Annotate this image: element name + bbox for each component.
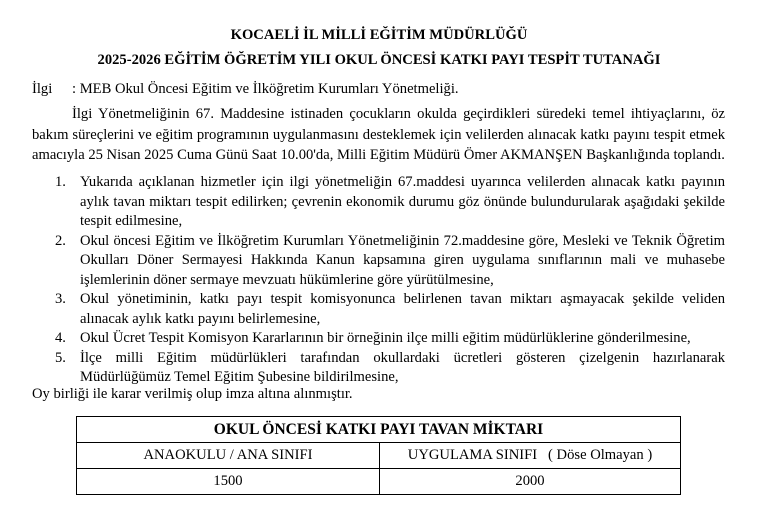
list-number: 3.: [55, 291, 66, 307]
list-text: Okul öncesi Eğitim ve İlköğretim Kurumları Yönetmeliğinin 72.maddesine göre, Mesleki ve Teknik Öğretim Okulları Döner Sermayesi Hakkında Kanun kapsamına giren uygulama sınıflarının mali ve muhasebe işlemlerinin döner sermaye mevzuatı hükümlerine göre yürütülmesine,: [80, 232, 725, 288]
list-number: 2.: [55, 232, 66, 249]
list-text: Okul Ücret Tespit Komisyon Kararlarının bir örneğinin ilçe milli eğitim müdürlüklerine gönderilmesine,: [80, 330, 691, 346]
list-item: [32, 329, 725, 349]
reference-line: [32, 80, 459, 98]
list-number: 1.: [55, 174, 66, 190]
list-number: 5.: [55, 349, 66, 366]
table-title: OKUL ÖNCESİ KATKI PAYI TAVAN MİKTARI: [77, 417, 681, 443]
reference-text: : MEB Okul Öncesi Eğitim ve İlköğretim Kurumları Yönetmeliği.: [72, 81, 459, 97]
header-practice-class: UYGULAMA SINIFI ( Döse Olmayan ): [380, 443, 681, 469]
table-title-row: [77, 417, 681, 443]
list-item: [32, 232, 725, 291]
table-row: [77, 469, 681, 495]
table-header-row: [77, 443, 681, 469]
list-number: 4.: [55, 330, 66, 346]
list-text: Yukarıda açıklanan hizmetler için ilgi yönetmeliğin 67.maddesi uyarınca velilerden alınacak katkı payının aylık tavan miktarı tespit edilirken; çevrenin ekonomik durumu göz önünde bulundurularak aşağıdaki şekilde tespit edilmesine,: [80, 174, 725, 229]
document-subtitle: 2025-2026 EĞİTİM ÖĞRETİM YILI OKUL ÖNCESİ KATKI PAYI TESPİT TUTANAĞI: [97, 52, 661, 68]
decision-list: [32, 173, 725, 388]
list-item: [32, 173, 725, 232]
reference-label: İlgi: [32, 81, 53, 97]
value-kindergarten: 1500: [77, 469, 380, 495]
intro-paragraph: İlgi Yönetmeliğinin 67. Maddesine istinaden çocukların okulda geçirdikleri süredeki temel ihtiyaçlarını, öz bakım süreçlerini ve eğitim programının uygulanmasını desteklemek için velilerden alınacak katkı payını tespit etmek amacıyla 25 Nisan 2025 Cuma Günü Saat 10.00'da, Milli Eğitim Müdürü Ömer AKMANŞEN Başkanlığında toplandı.: [32, 106, 725, 163]
document-title: KOCAELİ İL MİLLİ EĞİTİM MÜDÜRLÜĞÜ: [230, 27, 528, 43]
list-text: İlçe milli Eğitim müdürlükleri tarafından okullardaki ücretleri gösteren çizelgenin hazırlanarak Müdürlüğümüz Temel Eğitim Şubesine bildirilmesine,: [80, 349, 725, 385]
value-practice-class: 2000: [380, 469, 681, 495]
list-item: [32, 349, 725, 388]
closing-statement: Oy birliği ile karar verilmiş olup imza altına alınmıştır.: [32, 386, 353, 402]
list-item: [32, 290, 725, 329]
contribution-cap-table: [76, 416, 681, 495]
header-kindergarten: ANAOKULU / ANA SINIFI: [77, 443, 380, 469]
list-text: Okul yönetiminin, katkı payı tespit komisyonunca belirlenen tavan miktarı aşmayacak şekilde veliden alınacak aylık katkı payını belirlemesine,: [80, 291, 725, 327]
